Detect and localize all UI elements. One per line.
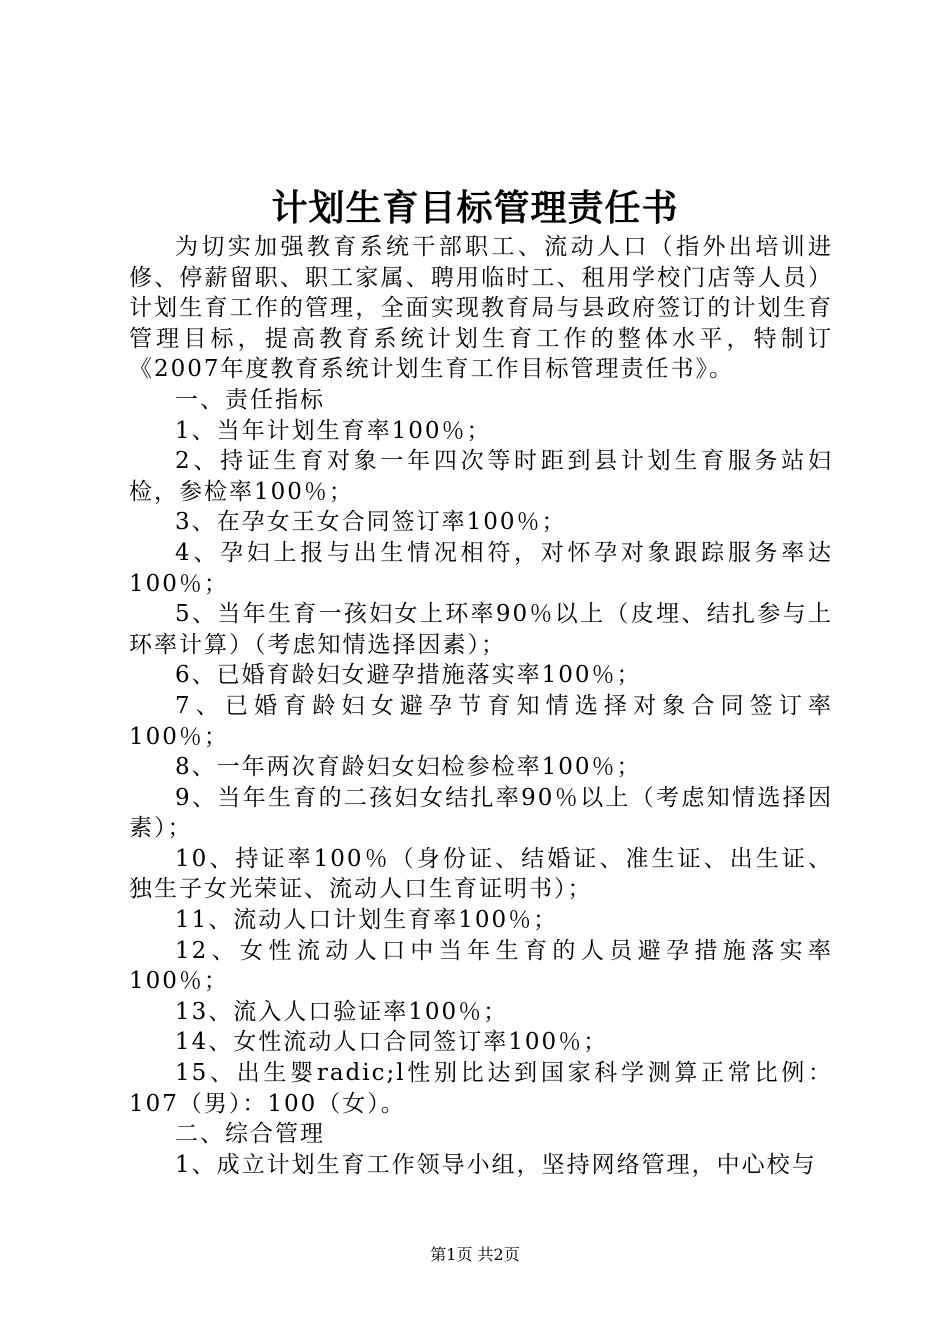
intro-paragraph: 为切实加强教育系统干部职工、流动人口（指外出培训进修、停薪留职、职工家属、聘用临时工、租用学校门店等人员）计划生育工作的管理，全面实现教育局与县政府签订的计划生育管理目标，提高教育系统计划生育工作的整体水平，特制订《2007年度教育系统计划生育工作目标管理责任书》。 — [129, 234, 833, 383]
list-item: 15、出生婴radic;l性别比达到国家科学测算正常比例：107（男）：100（女）。 — [129, 1060, 833, 1117]
section-heading: 二、综合管理 — [175, 1121, 325, 1148]
list-item: 10、持证率100％（身份证、结婚证、准生证、出生证、独生子女光荣证、流动人口生育证明书）； — [129, 845, 833, 903]
list-item: 3、在孕女王女合同签订率100％； — [175, 509, 567, 536]
document-body — [129, 232, 833, 1180]
list-item: 14、女性流动人口合同签订率100％； — [175, 1029, 609, 1056]
list-item: 2、持证生育对象一年四次等时距到县计划生育服务站妇检，参检率100％； — [129, 448, 833, 505]
list-item: 6、已婚育龄妇女避孕措施落实率100％； — [175, 662, 642, 689]
section-heading: 一、责任指标 — [175, 386, 325, 413]
list-item: 9、当年生育的二孩妇女结扎率90％以上（考虑知情选择因素）； — [129, 784, 833, 842]
list-item: 11、流动人口计划生育率100％； — [175, 907, 559, 934]
list-item: 1、成立计划生育工作领导小组，坚持网络管理，中心校与 — [175, 1151, 817, 1178]
list-item: 7、已婚育龄妇女避孕节育知情选择对象合同签订率100％； — [129, 692, 833, 750]
list-item: 12、女性流动人口中当年生育的人员避孕措施落实率100％； — [129, 937, 833, 995]
list-item: 5、当年生育一孩妇女上环率90％以上（皮埋、结扎参与上环率计算）（考虑知情选择因素）； — [129, 601, 833, 658]
list-item: 13、流入人口验证率100％； — [175, 998, 509, 1025]
page-footer: 第1页 共2页 — [430, 1245, 520, 1264]
document-title: 计划生育目标管理责任书 — [271, 187, 679, 229]
list-item: 4、孕妇上报与出生情况相符，对怀孕对象跟踪服务率达100％； — [129, 539, 833, 597]
list-item: 1、当年计划生育率100％； — [175, 417, 492, 444]
list-item: 8、一年两次育龄妇女妇检参检率100％； — [175, 754, 642, 781]
